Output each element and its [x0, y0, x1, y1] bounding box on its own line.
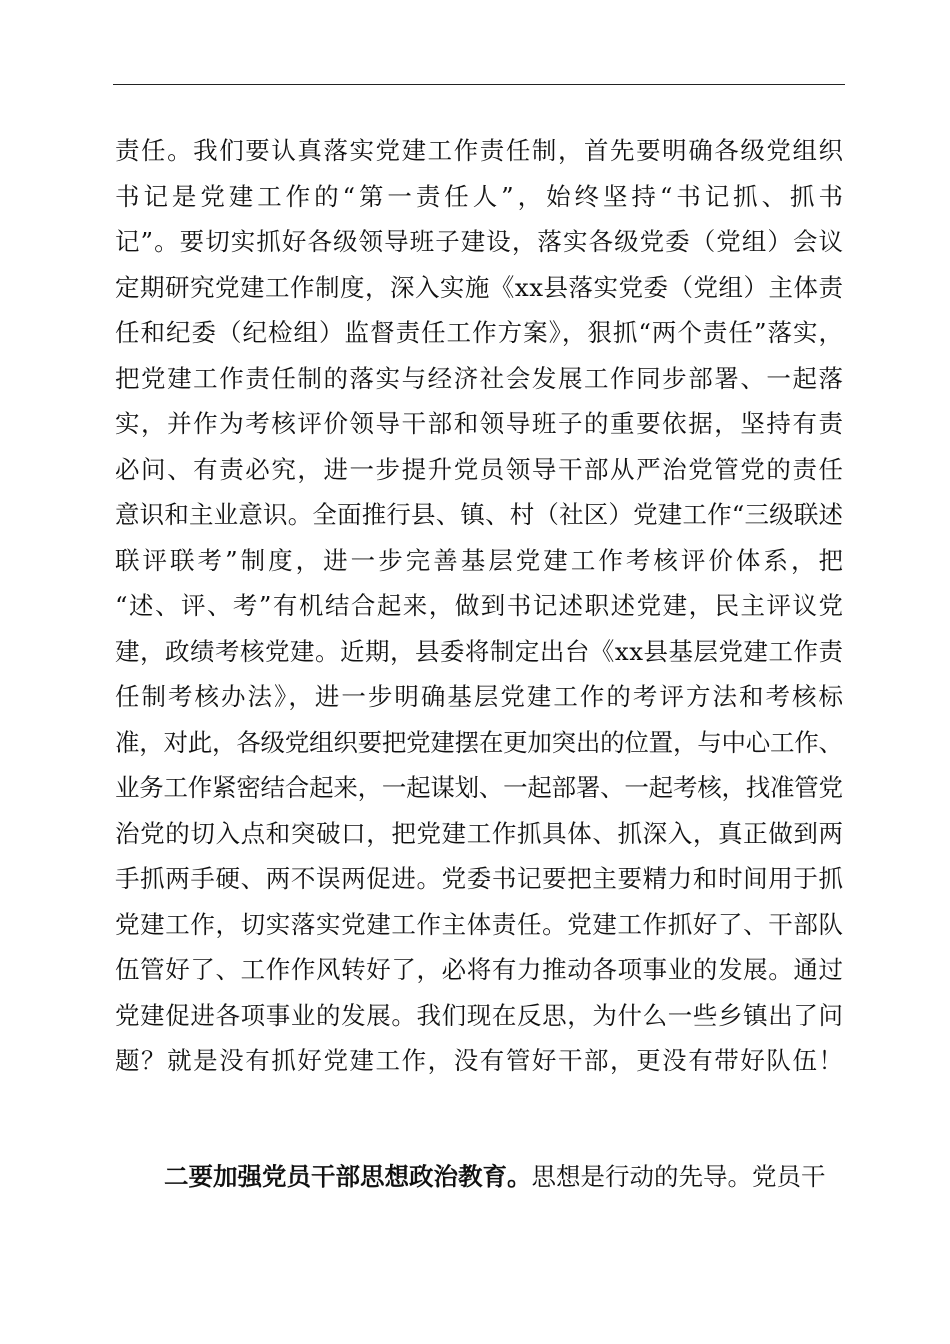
text-line-content: 任制考核办法》，进一步明确基层党建工作的考评方法和考核标 — [115, 682, 846, 711]
text-line — [115, 447, 855, 493]
text-line — [115, 174, 855, 220]
text-line — [115, 401, 855, 447]
text-line-content: 业务工作紧密结合起来，一起谋划、一起部署、一起考核，找准管党 — [115, 773, 843, 802]
text-line — [115, 902, 855, 948]
text-line-content: 意识和主业意识。全面推行县、镇、村（社区）党建工作“三级联述 — [115, 500, 844, 529]
text-line-content: 联评联考”制度，进一步完善基层党建工作考核评价体系，把 — [115, 545, 847, 575]
text-line — [115, 765, 855, 811]
text-line — [115, 720, 855, 766]
text-line-content: 必问、有责必究，进一步提升党员领导干部从严治党管党的责任 — [115, 454, 845, 484]
text-line-content: 把党建工作责任制的落实与经济社会发展工作同步部署、一起落 — [115, 363, 845, 393]
text-line-content: 准，对此，各级党组织要把党建摆在更加突出的位置，与中心工作、 — [115, 727, 843, 757]
text-line — [115, 1038, 855, 1084]
next-paragraph — [115, 1154, 855, 1199]
text-line — [115, 265, 855, 311]
text-line-content: 建，政绩考核党建。近期，县委将制定出台《xx县基层党建工作责 — [115, 636, 844, 666]
text-line — [115, 492, 855, 538]
text-line — [115, 583, 855, 629]
text-line — [115, 219, 855, 265]
text-line-content: 责任。我们要认真落实党建工作责任制，首先要明确各级党组织 — [115, 136, 845, 165]
text-line — [115, 356, 855, 402]
text-line-content: 记”。要切实抓好各级领导班子建设，落实各级党委（党组）会议 — [115, 227, 845, 256]
text-line-content: 党建促进各项事业的发展。我们现在反思，为什么一些乡镇出了问 — [115, 1000, 844, 1030]
header-rule — [113, 84, 845, 85]
text-line-content: 手抓两手硬、两不误两促进。党委书记要把主要精力和时间用于抓 — [115, 864, 844, 893]
text-line-content: 任和纪委（纪检组）监督责任工作方案》，狠抓“两个责任”落实， — [115, 318, 844, 347]
text-line — [115, 629, 855, 675]
text-line-content: 定期研究党建工作制度，深入实施《xx县落实党委（党组）主体责 — [115, 272, 844, 302]
text-line — [115, 947, 855, 993]
text-line-content: 题？就是没有抓好党建工作，没有管好干部，更没有带好队伍！ — [115, 1046, 845, 1075]
paragraph-text: 思想是行动的先导。党员干 — [531, 1162, 826, 1191]
text-line-content: “述、评、考”有机结合起来，做到书记述职述党建，民主评议党 — [115, 591, 845, 620]
paragraph-heading: 二要加强党员干部思想政治教育。 — [164, 1162, 532, 1191]
text-line — [115, 856, 855, 902]
text-line-content: 党建工作，切实落实党建工作主体责任。党建工作抓好了、干部队 — [115, 909, 844, 939]
text-line — [115, 811, 855, 857]
text-line-content: 治党的切入点和突破口，把党建工作抓具体、抓深入，真正做到两 — [115, 818, 844, 848]
text-line — [115, 538, 855, 584]
text-line-content: 伍管好了、工作作风转好了，必将有力推动各项事业的发展。通过 — [115, 955, 844, 984]
body-paragraph — [115, 128, 855, 1084]
text-line — [115, 993, 855, 1039]
text-line — [115, 310, 855, 356]
text-line — [115, 128, 855, 174]
text-line — [115, 674, 855, 720]
text-line-content: 书记是党建工作的“第一责任人”，始终坚持“书记抓、抓书 — [115, 181, 847, 211]
text-line-content: 实，并作为考核评价领导干部和领导班子的重要依据，坚持有责 — [115, 409, 845, 438]
